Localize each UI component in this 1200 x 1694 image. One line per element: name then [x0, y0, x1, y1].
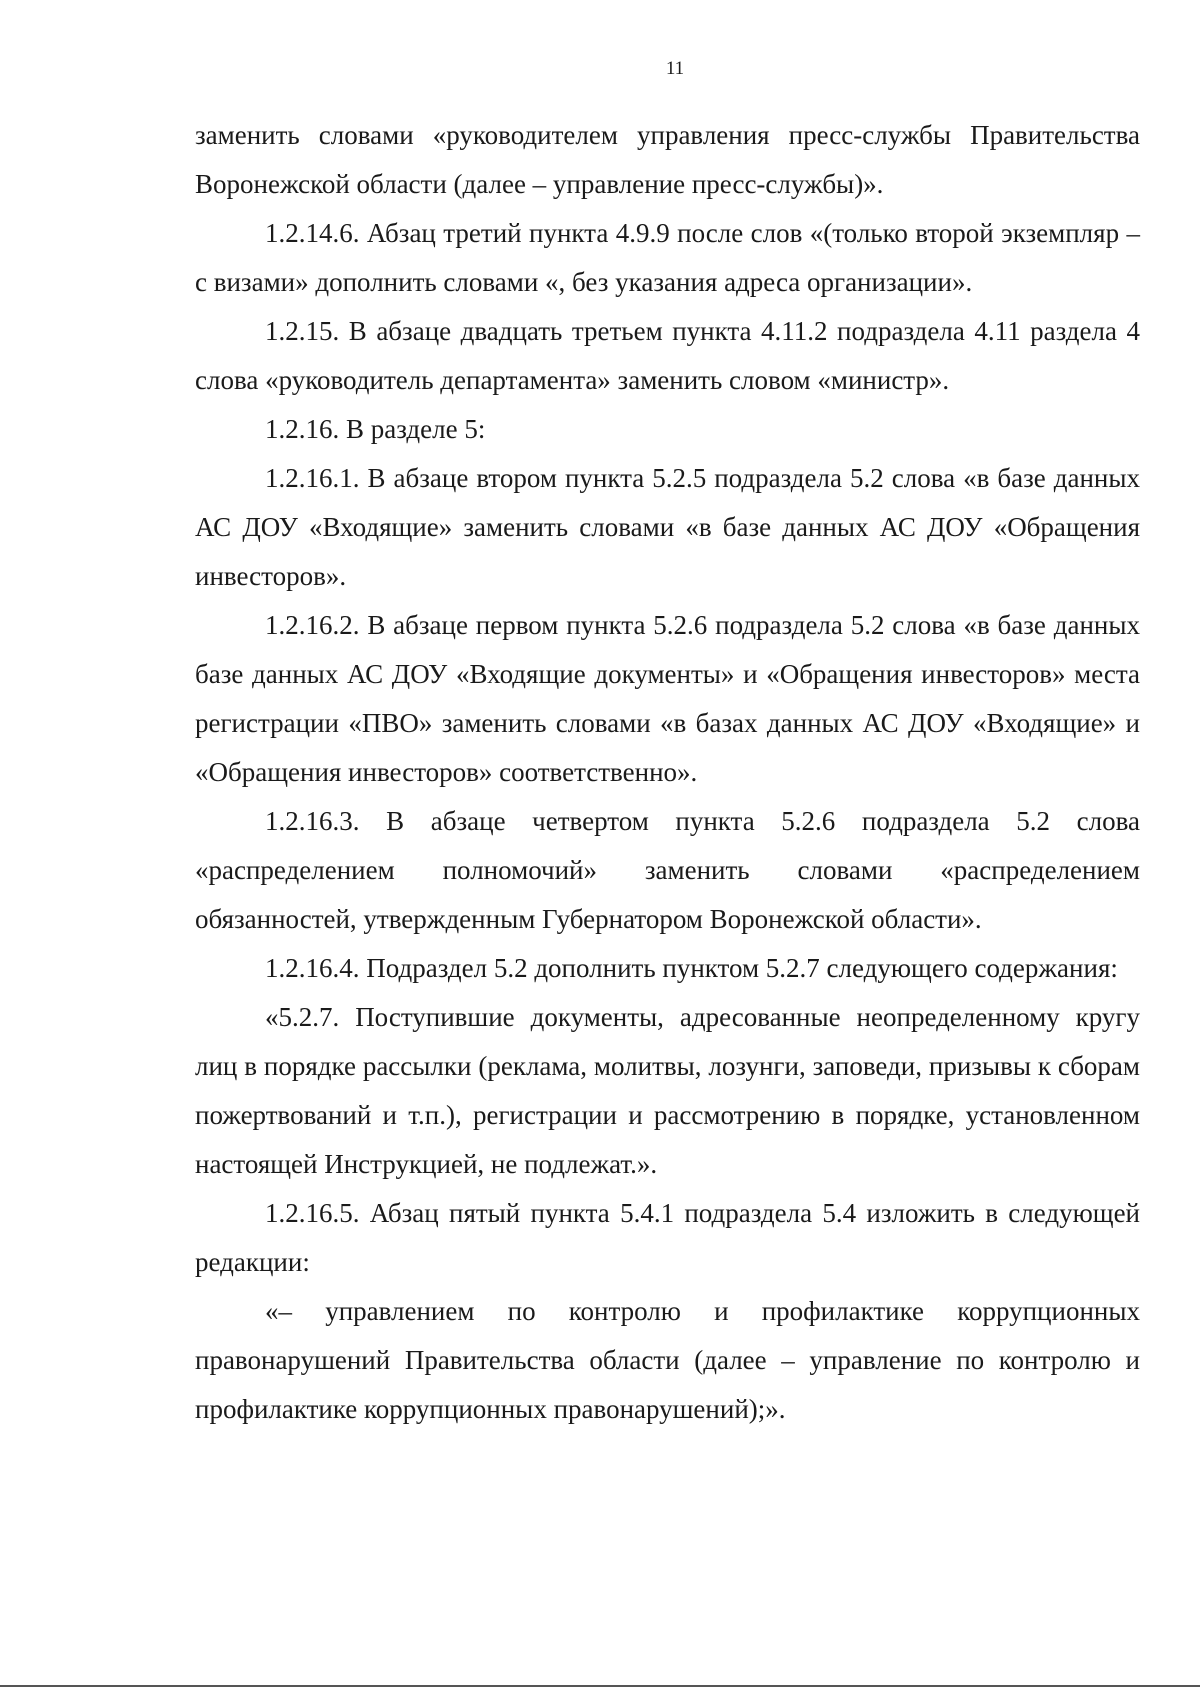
paragraph-1-2-14-6: 1.2.14.6. Абзац третий пункта 4.9.9 после слов «(только второй экземпляр – с визами» дополнить словами «, без указания адреса организации».	[195, 218, 1140, 297]
paragraph-1-2-15: 1.2.15. В абзаце двадцать третьем пункта 4.11.2 подраздела 4.11 раздела 4 слова «руководитель департамента» заменить словом «министр».	[195, 316, 1140, 395]
paragraph-1-2-16-1: 1.2.16.1. В абзаце втором пункта 5.2.5 подраздела 5.2 слова «в базе данных АС ДОУ «Входящие» заменить словами «в базе данных АС ДОУ «Обращения инвесторов».	[195, 463, 1140, 591]
paragraph-1-2-16-4: 1.2.16.4. Подраздел 5.2 дополнить пунктом 5.2.7 следующего содержания:	[265, 953, 1118, 983]
paragraph-quote-5-2-7: «5.2.7. Поступившие документы, адресованные неопределенному кругу лиц в порядке рассылки (реклама, молитвы, лозунги, заповеди, призывы к сборам пожертвований и т.п.), регистрации и рассмотрению в порядке, установленном настоящей Инструкцией, не подлежат.».	[195, 1002, 1140, 1179]
document-body	[195, 111, 1140, 1434]
paragraph-1-2-16: 1.2.16. В разделе 5:	[265, 414, 486, 444]
bottom-rule	[0, 1685, 1200, 1687]
paragraph-continuation: заменить словами «руководителем управления пресс-службы Правительства Воронежской области (далее – управление пресс-службы)».	[195, 120, 1140, 199]
paragraph-quote-5-4-1: «– управлением по контролю и профилактике коррупционных правонарушений Правительства области (далее – управление по контролю и профилактике коррупционных правонарушений);».	[195, 1296, 1140, 1424]
paragraph-1-2-16-5: 1.2.16.5. Абзац пятый пункта 5.4.1 подраздела 5.4 изложить в следующей редакции:	[195, 1198, 1140, 1277]
paragraph-1-2-16-3: 1.2.16.3. В абзаце четвертом пункта 5.2.6 подраздела 5.2 слова «распределением полномочий» заменить словами «распределением обязанностей, утвержденным Губернатором Воронежской области».	[195, 806, 1140, 934]
paragraph-1-2-16-2: 1.2.16.2. В абзаце первом пункта 5.2.6 подраздела 5.2 слова «в базе данных базе данных АС ДОУ «Входящие документы» и «Обращения инвесторов» места регистрации «ПВО» заменить словами «в базах данных АС ДОУ «Входящие» и «Обращения инвесторов» соответственно».	[195, 610, 1140, 787]
page-number: 11	[665, 58, 685, 79]
